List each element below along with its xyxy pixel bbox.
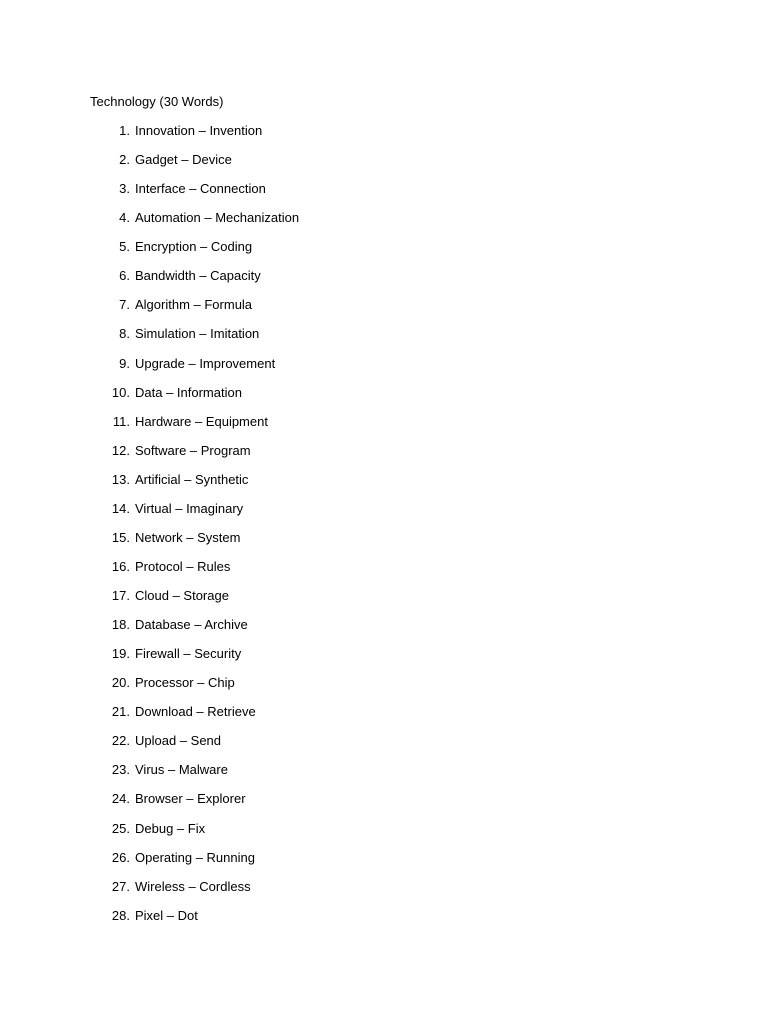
list-item-text: Data – Information (135, 384, 242, 400)
list-item-text: Algorithm – Formula (135, 297, 253, 313)
list-item-text: Debug – Fix (135, 820, 206, 836)
list-item-number: 9. (119, 355, 130, 371)
list-item-number: 15. (111, 529, 130, 545)
list-item-number: 24. (111, 791, 130, 807)
list-item-text: Hardware – Equipment (135, 413, 268, 429)
list-item-text: Encryption – Coding (135, 239, 253, 255)
list-item-number: 22. (111, 733, 130, 749)
list-item-text: Virtual – Imaginary (135, 500, 244, 516)
list-item-number: 6. (119, 268, 130, 284)
list-item-text: Artificial – Synthetic (135, 471, 249, 487)
list-item-number: 14. (111, 500, 130, 516)
list-item-text: Simulation – Imitation (135, 326, 260, 342)
list-item-text: Automation – Mechanization (135, 210, 300, 226)
list-item-text: Interface – Connection (135, 181, 266, 197)
list-item-number: 28. (111, 907, 130, 923)
list-item-number: 27. (111, 878, 130, 894)
document-title: Technology (30 Words) (90, 94, 224, 109)
list-item-text: Software – Program (135, 442, 251, 458)
list-item-number: 18. (111, 617, 130, 633)
list-item-number: 12. (111, 442, 130, 458)
list-item-number: 19. (111, 646, 130, 662)
list-item-text: Download – Retrieve (135, 704, 256, 720)
list-item-number: 26. (111, 849, 130, 865)
list-item-number: 20. (111, 675, 130, 691)
list-item-number: 5. (119, 239, 130, 255)
list-item-text: Network – System (135, 529, 241, 545)
list-item-text: Upgrade – Improvement (135, 355, 276, 371)
list-item-text: Cloud – Storage (135, 588, 229, 603)
list-item-text: Browser – Explorer (135, 791, 246, 807)
list-item-number: 10. (111, 384, 130, 400)
list-item-text: Pixel – Dot (135, 907, 198, 923)
list-item-text: Gadget – Device (135, 152, 232, 168)
list-item-text: Database – Archive (135, 617, 248, 633)
list-item-text: Bandwidth – Capacity (135, 268, 261, 284)
list-item-text: Protocol – Rules (135, 558, 231, 574)
list-item-number: 7. (119, 297, 130, 313)
list-item-text: Processor – Chip (135, 675, 235, 691)
list-item-number: 8. (119, 326, 130, 342)
list-item-text: Virus – Malware (135, 762, 228, 778)
list-item-text: Upload – Send (135, 733, 222, 749)
list-item-number: 4. (119, 210, 130, 226)
list-item-number: 25. (111, 820, 130, 836)
list-item-text: Firewall – Security (135, 646, 242, 662)
list-item-number: 23. (111, 762, 130, 778)
list-item-text: Operating – Running (135, 849, 255, 865)
list-item-text: Innovation – Invention (135, 123, 263, 138)
list-item-number: 13. (111, 471, 130, 487)
list-item-number: 1. (119, 123, 130, 138)
list-item-number: 3. (119, 181, 130, 197)
list-item-number: 16. (111, 558, 130, 574)
list-item-number: 21. (111, 704, 130, 720)
list-item-text: Wireless – Cordless (135, 878, 251, 894)
list-item-number: 11. (112, 413, 130, 429)
list-item-number: 17. (111, 588, 130, 603)
list-item-number: 2. (119, 152, 130, 168)
